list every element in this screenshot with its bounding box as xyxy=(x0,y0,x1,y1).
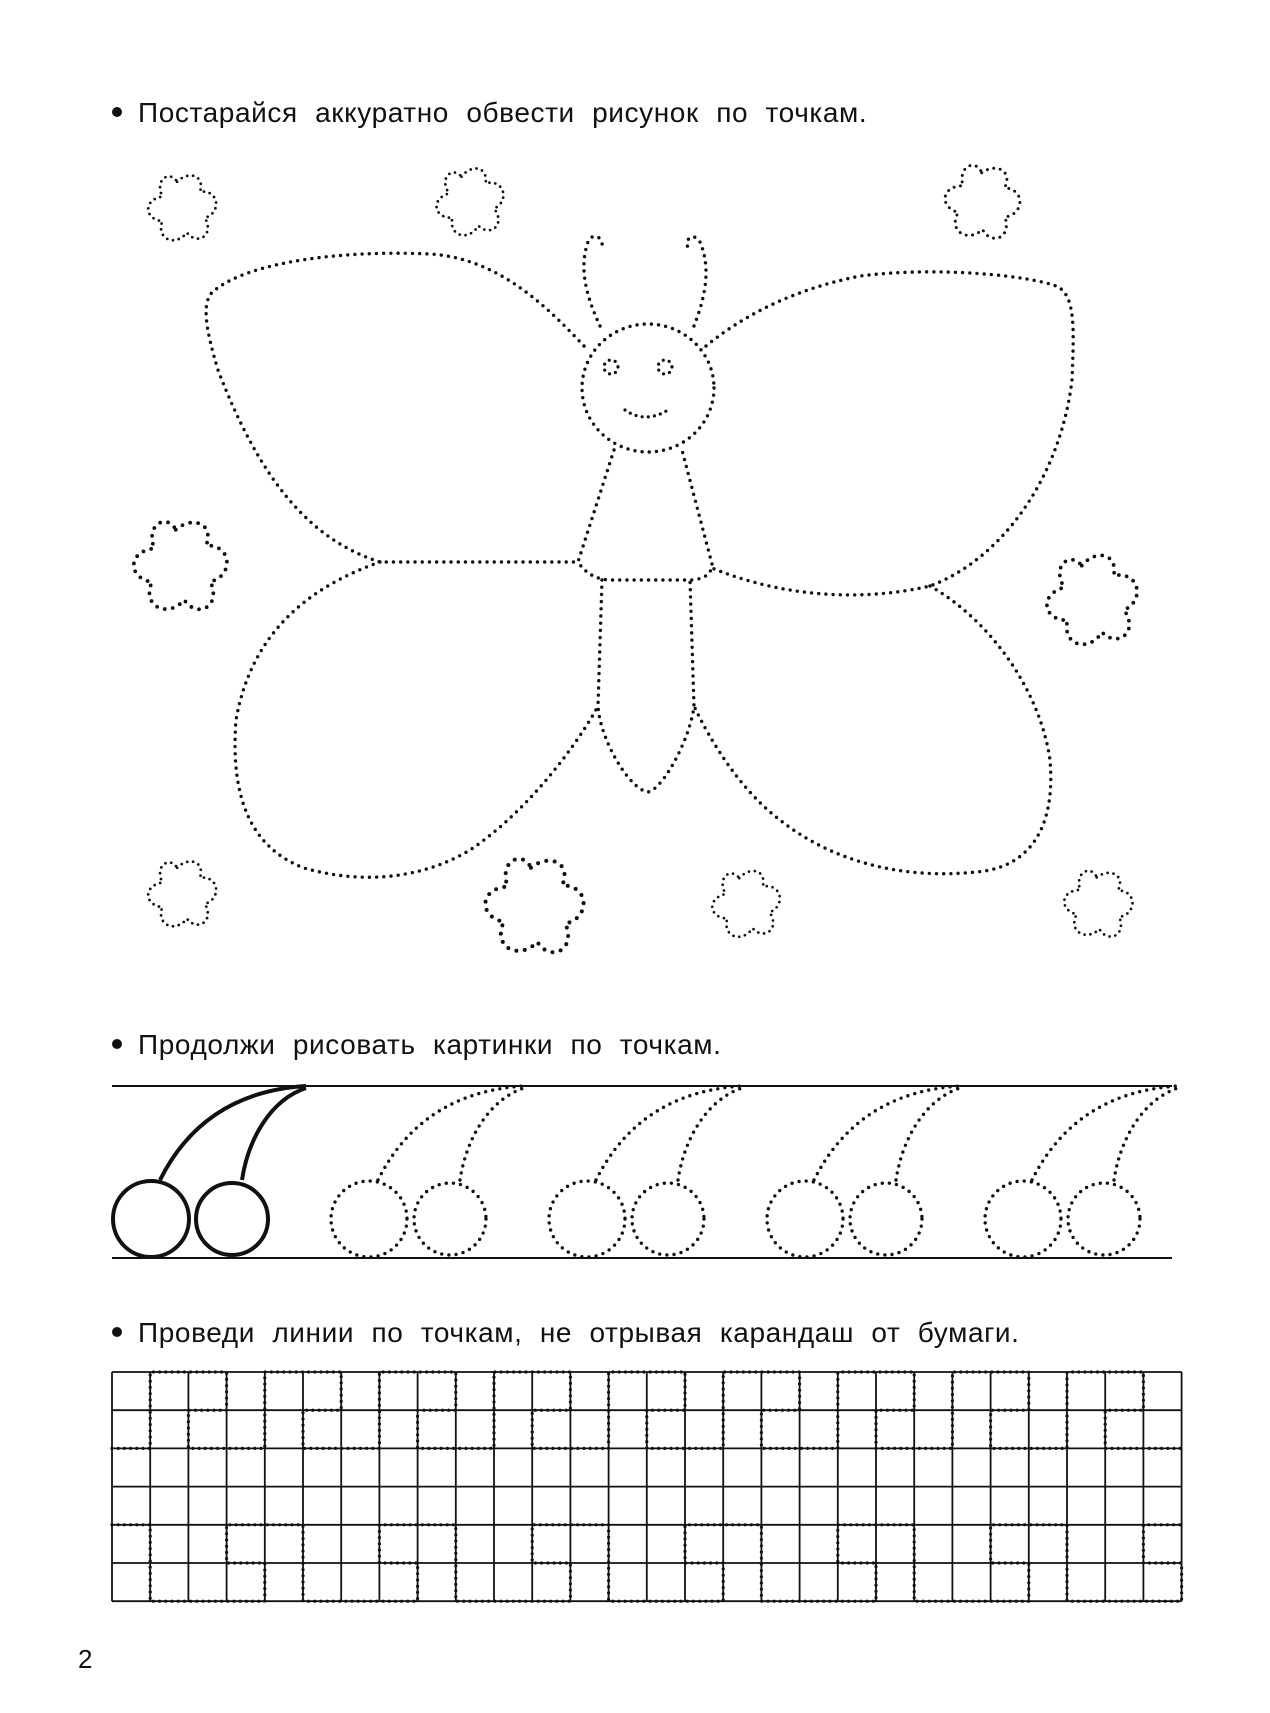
cherry-sample xyxy=(113,1086,306,1257)
task-text: Постарайся аккуратно обвести рисунок по точкам. xyxy=(138,97,868,128)
dotted-flowers xyxy=(131,160,1142,957)
flower-top-left xyxy=(148,176,216,241)
flower-middle-right xyxy=(1042,552,1142,648)
bullet-icon xyxy=(112,1039,122,1049)
butterfly-right-antenna xyxy=(687,237,706,326)
bullet-icon xyxy=(112,1327,122,1337)
task-instruction-continue-drawing xyxy=(112,1028,721,1062)
butterfly-abdomen xyxy=(598,580,694,792)
task-text: Проведи линии по точкам, не отрывая карандаш от бумаги. xyxy=(138,1317,1020,1348)
butterfly-drawing xyxy=(206,236,1073,877)
cherry-tracing-copy xyxy=(549,1086,742,1257)
butterfly-upper-right-wing xyxy=(706,272,1073,595)
butterfly-lower-left-wing xyxy=(235,562,598,877)
flower-top-center xyxy=(432,165,508,239)
flower-bottom-center xyxy=(481,854,588,957)
flower-bottom-center-right xyxy=(710,869,782,938)
butterfly-right-eye xyxy=(658,360,672,374)
butterfly-left-antenna xyxy=(584,236,602,326)
task-instruction-draw-lines xyxy=(112,1316,1020,1350)
flower-middle-left xyxy=(131,518,230,613)
cherry-tracing-copy xyxy=(767,1086,960,1257)
butterfly-lower-right-wing xyxy=(694,586,1051,874)
butterfly-upper-left-wing xyxy=(206,253,584,562)
page-number: 2 xyxy=(78,1644,93,1674)
butterfly-head xyxy=(582,324,714,452)
cherries-exercise xyxy=(112,1086,1178,1258)
flower-top-right xyxy=(939,160,1025,243)
cherry-tracing-copy xyxy=(331,1086,524,1257)
butterfly-smile xyxy=(625,410,668,417)
grid-line-exercise xyxy=(112,1372,1182,1601)
flower-bottom-left xyxy=(148,862,216,927)
task-text: Продолжи рисовать картинки по точкам. xyxy=(138,1029,722,1060)
butterfly-thorax xyxy=(578,450,712,580)
butterfly-left-eye xyxy=(604,360,618,374)
flower-bottom-right xyxy=(1060,867,1136,941)
cherry-tracing-copy xyxy=(985,1086,1178,1257)
